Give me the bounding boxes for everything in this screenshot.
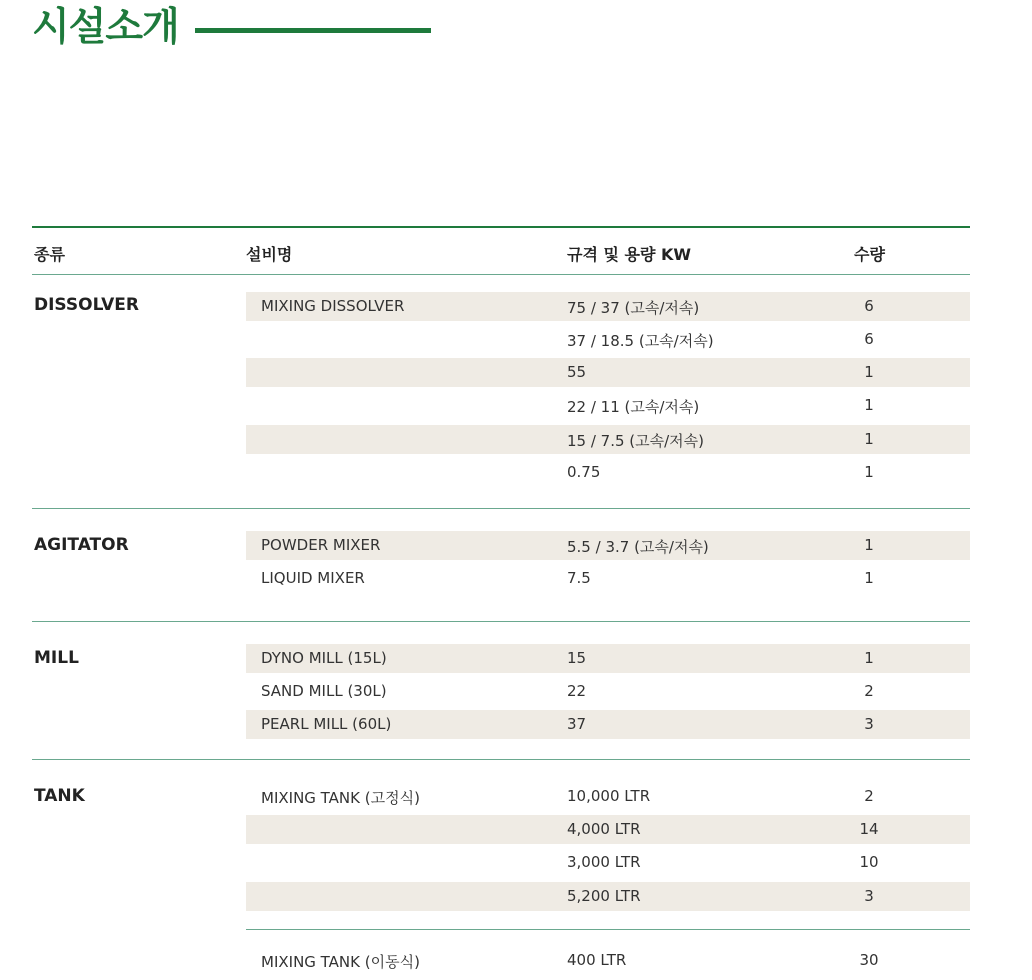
table-row <box>246 782 970 811</box>
table-row <box>246 677 970 706</box>
spec-value: 37 <box>567 715 587 733</box>
qty-value: 1 <box>864 569 874 587</box>
table-row <box>246 358 970 387</box>
page-title: 시설소개 <box>32 5 179 50</box>
spec-value: 400 LTR <box>567 951 627 969</box>
table-row <box>246 882 970 911</box>
spec-value: 22 / 11 (고속/저속) <box>567 398 700 416</box>
qty-value: 30 <box>859 951 879 969</box>
spec-value: 37 / 18.5 (고속/저속) <box>567 332 714 350</box>
group-mill <box>32 622 970 760</box>
table-row <box>246 425 970 454</box>
header-category: 종류 <box>34 245 65 264</box>
header-spec: 규격 및 용량 KW <box>567 245 692 264</box>
spec-value: 55 <box>567 363 587 381</box>
title-underline <box>195 28 431 33</box>
group-agitator <box>32 509 970 622</box>
spec-value: 0.75 <box>567 463 601 481</box>
qty-value: 2 <box>864 787 874 805</box>
table-row <box>246 292 970 321</box>
spec-value: 10,000 LTR <box>567 787 651 805</box>
qty-value: 14 <box>859 820 879 838</box>
spec-value: 3,000 LTR <box>567 853 641 871</box>
spec-value: 75 / 37 (고속/저속) <box>567 299 700 317</box>
spec-value: 22 <box>567 682 587 700</box>
spec-value: 7.5 <box>567 569 591 587</box>
spec-value: 15 <box>567 649 587 667</box>
spec-value: 5.5 / 3.7 (고속/저속) <box>567 538 709 556</box>
qty-value: 1 <box>864 649 874 667</box>
equipment-name: MIXING TANK (이동식) <box>261 953 420 971</box>
qty-value: 1 <box>864 536 874 554</box>
category-label: MILL <box>34 648 79 668</box>
table-row <box>246 458 970 487</box>
equipment-name: SAND MILL (30L) <box>261 682 387 700</box>
group-dissolver <box>32 275 970 509</box>
spec-value: 5,200 LTR <box>567 887 641 905</box>
header-equipment: 설비명 <box>246 245 293 264</box>
qty-value: 2 <box>864 682 874 700</box>
table-row <box>246 391 970 420</box>
qty-value: 1 <box>864 363 874 381</box>
table-header <box>32 228 970 275</box>
qty-value: 6 <box>864 297 874 315</box>
table-row <box>246 564 970 593</box>
equipment-name: DYNO MILL (15L) <box>261 649 387 667</box>
qty-value: 1 <box>864 463 874 481</box>
table-row <box>246 946 970 975</box>
equipment-name: LIQUID MIXER <box>261 569 365 587</box>
equipment-name: PEARL MILL (60L) <box>261 715 392 733</box>
equipment-name: MIXING TANK (고정식) <box>261 789 420 807</box>
qty-value: 10 <box>859 853 879 871</box>
equipment-name: POWDER MIXER <box>261 536 381 554</box>
group-tank <box>32 760 970 980</box>
facility-table <box>32 226 970 980</box>
qty-value: 3 <box>864 887 874 905</box>
qty-value: 1 <box>864 396 874 414</box>
qty-value: 6 <box>864 330 874 348</box>
spec-value: 15 / 7.5 (고속/저속) <box>567 432 705 450</box>
category-label: DISSOLVER <box>34 295 139 315</box>
category-label: AGITATOR <box>34 535 129 555</box>
table-row <box>246 325 970 354</box>
category-label: TANK <box>34 786 85 806</box>
page-header <box>32 4 431 52</box>
equipment-name: MIXING DISSOLVER <box>261 297 405 315</box>
qty-value: 3 <box>864 715 874 733</box>
subgroup-divider <box>246 929 970 930</box>
table-row <box>246 848 970 877</box>
table-row <box>246 710 970 739</box>
table-row <box>246 531 970 560</box>
table-row <box>246 644 970 673</box>
spec-value: 4,000 LTR <box>567 820 641 838</box>
header-qty: 수량 <box>854 245 885 264</box>
table-row <box>246 815 970 844</box>
qty-value: 1 <box>864 430 874 448</box>
